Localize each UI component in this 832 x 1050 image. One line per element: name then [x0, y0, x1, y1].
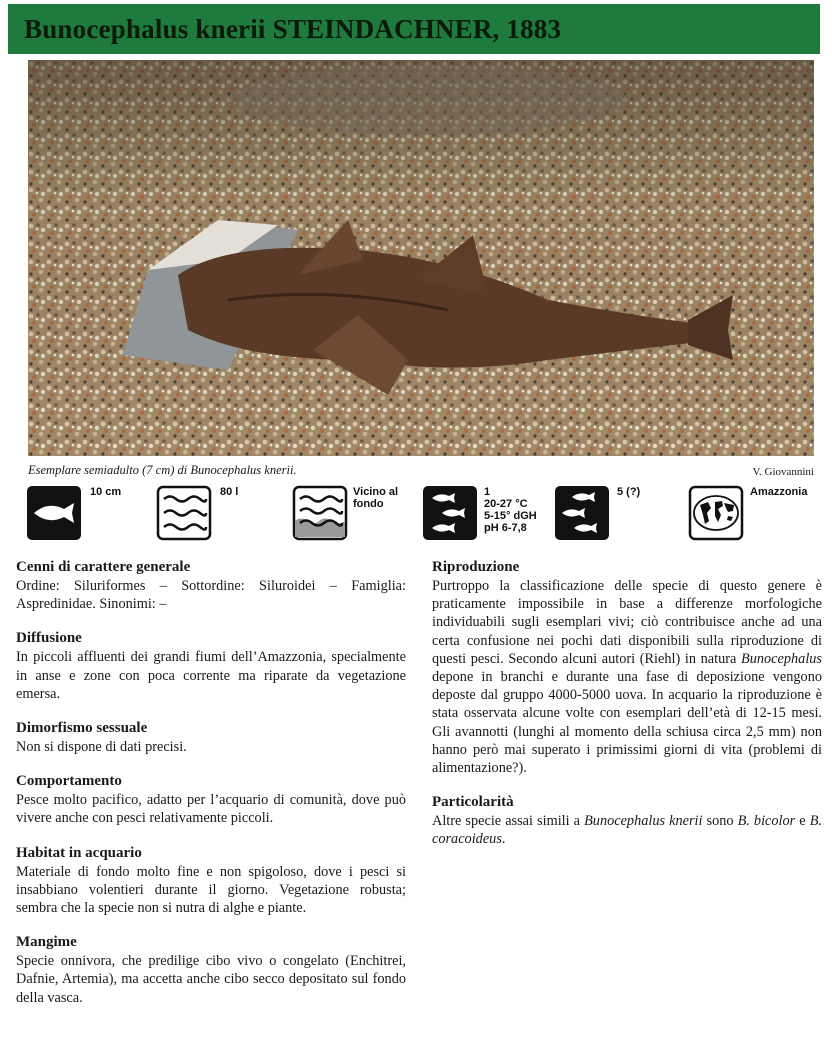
text-particolarita: [432, 812, 822, 848]
section-habitat: [16, 844, 406, 918]
fish-size-label: 10 cm: [90, 486, 122, 498]
fish-size-icon: [26, 485, 82, 541]
text-dimorfismo: Non si dispone di dati precisi.: [16, 739, 187, 756]
heading-mangime: Mangime: [16, 934, 77, 951]
photo-credit: V. Giovannini: [752, 466, 814, 478]
species-name-1: Bunocephalus knerii: [584, 813, 703, 830]
heading-habitat: Habitat in acquario: [16, 844, 142, 861]
section-particolarita: [432, 793, 822, 848]
fish-illustration: [28, 60, 814, 456]
text-mangime: Specie onnivora, che predilige cibo vivo o congelato (Enchitrei, Dafnie, Artemia), ma accetta anche cibo secco depositato sul fondo della vasca.: [16, 953, 406, 1006]
aquarium-volume-label: 80 l: [220, 486, 239, 498]
section-mangime: [16, 933, 406, 1007]
title-banner: [8, 4, 820, 54]
photo-caption: Esemplare semiadulto (7 cm) di Bunocephalus knerii.: [28, 463, 297, 477]
heading-dimorfismo: Dimorfismo sessuale: [16, 720, 148, 737]
aquarium-volume-icon: [156, 485, 212, 541]
text-particolarita-part2: sono: [702, 813, 738, 830]
section-cenni: [16, 558, 406, 613]
text-riproduzione-part1: Purtroppo la classificazione delle specie di questo genere è praticamente impossibile in base a differenze morfologiche individuabili sugli esemplari vivi; ciò contribuisce anche ad una certa confusione nei pochi dati disponibili sulla riproduzione di questi pesci. Secondo alcuni autori (Riehl) in natura: [432, 578, 822, 667]
group-size-icon: [554, 485, 610, 541]
species-name-2: B. bicolor: [737, 813, 796, 830]
species-name-3: B. coracoideus: [432, 813, 822, 848]
heading-cenni: Cenni di carattere generale: [16, 559, 191, 575]
fish-photo: [28, 60, 814, 456]
water-parameters-icon: [422, 485, 478, 541]
heading-particolarita: Particolarità: [432, 794, 514, 811]
section-comportamento: [16, 772, 406, 827]
text-habitat: Materiale di fondo molto fine e non spigoloso, dove i pesci si insabbiano volentieri durante il giorno. Vegetazione robusta; sembra che la specie non si nutra di alghe e piante.: [16, 863, 406, 917]
world-map-icon: [688, 485, 744, 541]
heading-comportamento: Comportamento: [16, 773, 122, 790]
section-riproduzione: [432, 558, 822, 777]
water-parameters-label: 1 20-27 °C 5-15° dGH pH 6-7,8: [484, 486, 537, 534]
text-riproduzione-part2: depone in branchi e durante una fase di deposizione vengono deposte dal gruppo 4000-5000 uova. In acquario la riproduzione è stata osservata alcune volte con esemplari dell’età di 12-15 mesi. Gli avannotti (lunghi al momento della schiusa circa 2,5 mm) non hanno però mai superato i primissimi giorni di vita (problemi di alimentazione?).: [432, 669, 822, 777]
swimming-zone-label: Vicino al fondo: [353, 486, 399, 510]
group-size-label: 5 (?): [617, 486, 641, 498]
section-dimorfismo: [16, 719, 406, 756]
text-cenni: Ordine: Siluriformes – Sottordine: Siluroidei – Famiglia: Aspredinidae. Sinonimi: –: [16, 578, 406, 613]
section-diffusione: [16, 629, 406, 703]
text-diffusione: In piccoli affluenti dei grandi fiumi dell’Amazzonia, specialmente in anse e zone con poca corrente ma riparate da vegetazione emersa.: [16, 649, 406, 702]
heading-diffusione: Diffusione: [16, 630, 82, 647]
text-riproduzione: [432, 577, 822, 777]
text-particolarita-part4: .: [501, 831, 506, 848]
text-particolarita-part3: e: [795, 813, 810, 830]
text-particolarita-part1: Altre specie assai simili a: [432, 813, 585, 830]
page-title: Bunocephalus knerii STEINDACHNER, 1883: [24, 13, 562, 44]
text-comportamento: Pesce molto pacifico, adatto per l’acquario di comunità, dove può vivere anche con pesci relativamente piccoli.: [16, 792, 406, 827]
genus-name: Bunocephalus: [741, 650, 822, 667]
world-map-label: Amazzonia: [750, 486, 808, 498]
left-column: [16, 558, 406, 1023]
heading-riproduzione: Riproduzione: [432, 559, 520, 575]
right-column: [432, 558, 822, 865]
swimming-zone-icon: [292, 485, 348, 541]
